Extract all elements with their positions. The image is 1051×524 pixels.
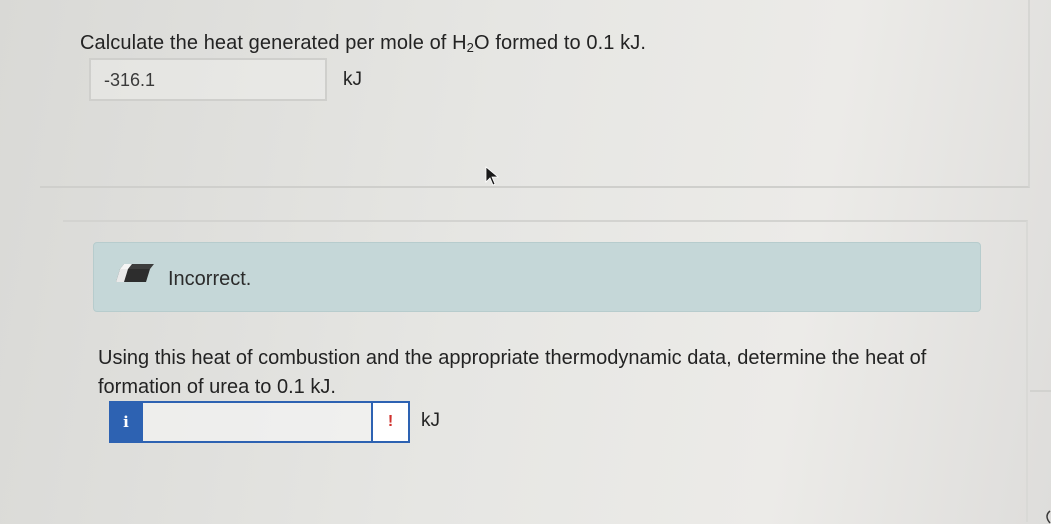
feedback-text: Incorrect. (168, 268, 252, 290)
warning-badge: ! (371, 401, 410, 443)
mouse-cursor-icon (485, 166, 499, 186)
question-2-answer-input[interactable] (143, 401, 371, 443)
question-2-unit: kJ (421, 410, 440, 431)
question-2-text: Using this heat of combustion and the appropriate thermodynamic data, determine the heat of formation of urea to 0.1 kJ. (98, 347, 927, 398)
divider-line (1030, 390, 1051, 392)
question-1-answer-field[interactable]: -316.1 (89, 58, 327, 101)
question-1-subscript: 2 (466, 40, 475, 55)
question-1-text-part-b: O formed to 0.1 kJ. (474, 32, 646, 54)
question-1-text-part-a: Calculate the heat generated per mole of H (80, 32, 467, 54)
eraser-icon (114, 263, 154, 283)
info-button[interactable]: i (109, 401, 143, 443)
partial-element-icon (1041, 509, 1051, 524)
question-1-unit: kJ (343, 69, 362, 90)
question-1-text (80, 30, 646, 56)
